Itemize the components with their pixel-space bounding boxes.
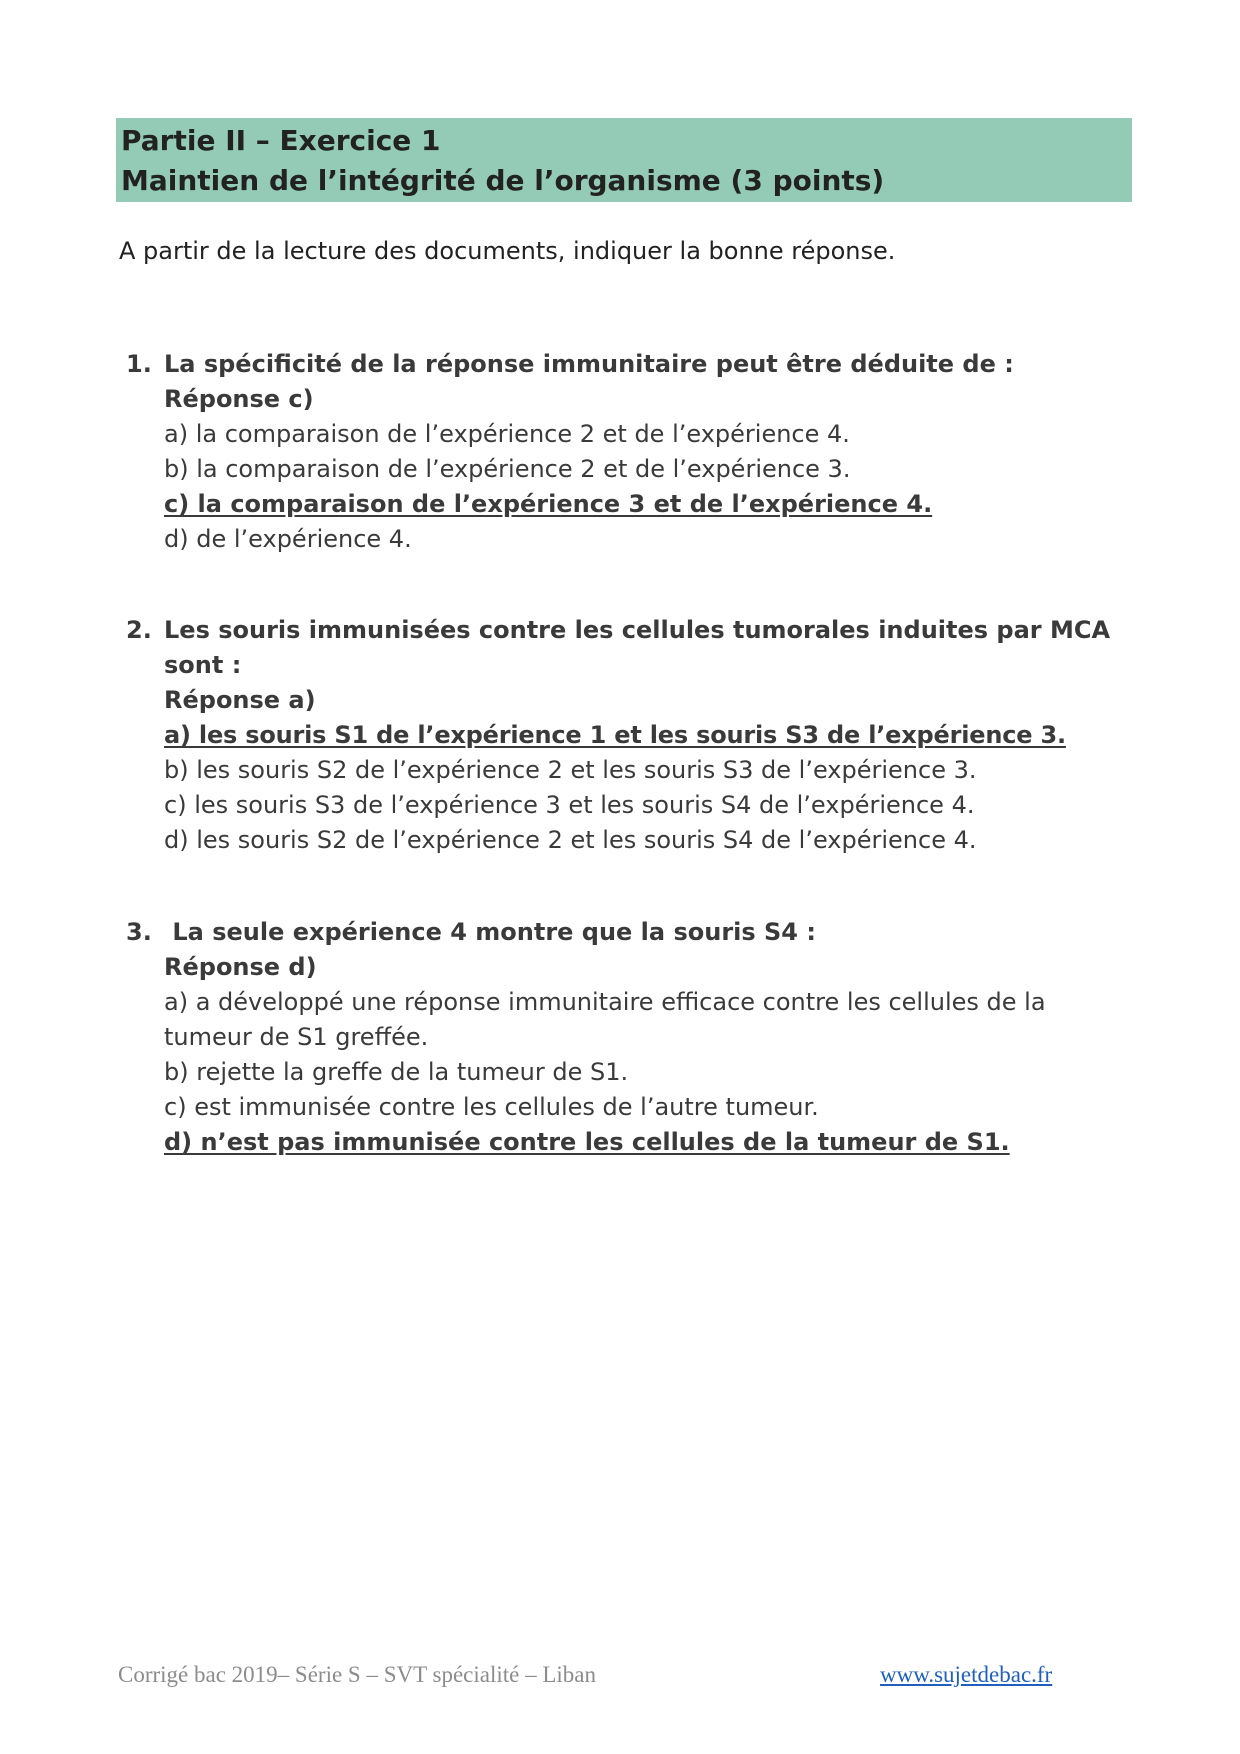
exercise-header xyxy=(116,118,1132,202)
question-number: 3. xyxy=(126,918,152,946)
question-answer: Réponse c) xyxy=(164,385,314,413)
question-number: 1. xyxy=(126,350,152,378)
question-number: 2. xyxy=(126,616,152,644)
question-3 xyxy=(126,915,1126,1160)
question-1 xyxy=(126,347,1126,557)
option-d: d) de l’expérience 4. xyxy=(164,525,412,553)
exercise-part-title: Partie II – Exercice 1 xyxy=(121,124,441,157)
option-c: c) est immunisée contre les cellules de l’autre tumeur. xyxy=(164,1093,819,1121)
option-d: d) les souris S2 de l’expérience 2 et les souris S4 de l’expérience 4. xyxy=(164,826,977,854)
option-c: c) les souris S3 de l’expérience 3 et les souris S4 de l’expérience 4. xyxy=(164,791,975,819)
option-b: b) les souris S2 de l’expérience 2 et les souris S3 de l’expérience 3. xyxy=(164,756,977,784)
footer-caption: Corrigé bac 2019– Série S – SVT spécialité – Liban xyxy=(118,1662,597,1687)
option-a: a) a développé une réponse immunitaire efficace contre les cellules de la tumeur de S1 greffée. xyxy=(164,988,1046,1051)
option-a: a) la comparaison de l’expérience 2 et de l’expérience 4. xyxy=(164,420,850,448)
question-answer: Réponse d) xyxy=(164,953,317,981)
question-answer: Réponse a) xyxy=(164,686,316,714)
option-d-correct: d) n’est pas immunisée contre les cellules de la tumeur de S1. xyxy=(164,1128,1010,1156)
option-a-correct: a) les souris S1 de l’expérience 1 et les souris S3 de l’expérience 3. xyxy=(164,721,1066,749)
option-c-correct: c) la comparaison de l’expérience 3 et de l’expérience 4. xyxy=(164,490,933,518)
question-2 xyxy=(126,613,1126,858)
footer-website-link[interactable]: www.sujetdebac.fr xyxy=(880,1662,1053,1687)
question-title: Les souris immunisées contre les cellules tumorales induites par MCA sont : xyxy=(164,616,1111,679)
instructions: A partir de la lecture des documents, indiquer la bonne réponse. xyxy=(119,237,896,265)
option-b: b) rejette la greffe de la tumeur de S1. xyxy=(164,1058,629,1086)
option-b: b) la comparaison de l’expérience 2 et de l’expérience 3. xyxy=(164,455,851,483)
exercise-subject-title: Maintien de l’intégrité de l’organisme (3 points) xyxy=(121,164,885,197)
question-title: La seule expérience 4 montre que la souris S4 : xyxy=(164,918,816,946)
question-title: La spécificité de la réponse immunitaire peut être déduite de : xyxy=(164,350,1014,378)
